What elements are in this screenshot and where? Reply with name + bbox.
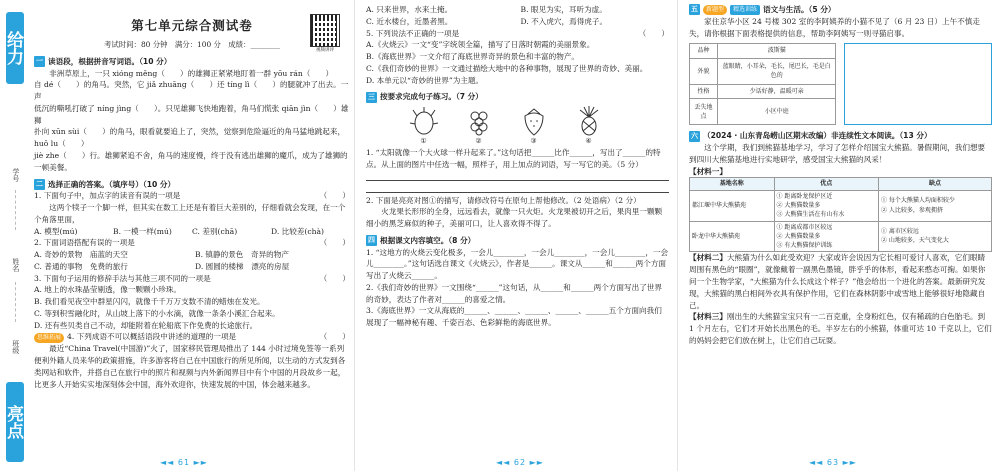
option-c[interactable]: C. 等到积雪融化时，从山坡上落下的小水滴，就像一条条小溪汇合起来。 [34,308,280,318]
question-3 [34,273,350,285]
table-row [690,221,992,252]
brand-band-top: 给力 [6,12,24,84]
option-b[interactable]: B. 镇静的景色 奇异的物产 [195,250,289,260]
table-header: 缺点 [878,178,991,190]
new-type-tag: 新题型 [703,5,727,14]
section-number: 三 [368,92,375,101]
question-4 [34,331,350,343]
picture-label: ② [475,137,482,146]
table-cell: ① 距离卧龙保护区近 ② 大熊猫数量多 ③ 大熊猫生活在有山有水 [774,190,878,221]
lost-cat-area [689,43,992,125]
table-cell: 蓝眼睛，小耳朵，毛长，尾巴长，毛是白色的 [717,58,836,84]
section-number: 二 [36,179,43,188]
section-6-text: 这个学期，我们到熊猫基地学习，学习了怎样介绍国宝大熊猫。暑假期间，我们想要到四川大熊猫基地进行实地研学，感受国宝大熊猫的风采！ [689,143,986,164]
section-5-heading [689,4,992,16]
brand-band-bottom: 亮点 [6,382,24,462]
section-number: 一 [36,57,43,66]
section-number: 五 [691,5,698,14]
table-row [690,44,836,59]
section-title: 选择正确的答案。（填序号）（10 分） [48,179,176,189]
label-number: 学号 [11,168,20,182]
section-3-heading [366,91,669,103]
section-title: 根据课文内容填空。（8 分） [380,235,476,245]
question-5 [366,28,669,40]
table-cell: ① 每个大熊猫人均面积较少 ② 人比较多，参观拥挤 [878,190,991,221]
strawberry-icon [519,106,549,136]
table-header: 基地名称 [690,178,775,190]
table-cell: ① 离市区较远 ② 山地较多，天气变化大 [878,221,991,252]
answer-line[interactable] [366,171,669,181]
picture-3 [519,106,549,147]
option-a[interactable]: A. 模型(mú) [34,226,78,236]
option-a[interactable]: A.《火烧云》一文“变”字统领全篇，描写了日落时朝霞的美丽景象。 [366,40,595,50]
question-text: 2. 下面词语搭配有误的一项是 [34,238,135,248]
table-row [690,190,992,221]
option-a[interactable]: A. 地上的水珠晶莹剔透，像一颗颗小珍珠。 [34,285,181,295]
table-header: 优点 [774,178,878,190]
table-cell: ① 距离成都市区较远 ② 大熊猫数量多 ③ 有大熊猫保护训练 [774,221,878,252]
picture-row [396,106,616,147]
picture-1 [409,106,439,147]
section-4-question-3: 3.《海底世界》一文从海底的______、______、______、______、______五个方面向我们展现了一幅神秘有趣、千姿百态、色彩鲜艳的海底世界。 [366,306,662,328]
section-title: 按要求完成句子练习。（7 分） [380,92,483,102]
table-row [690,84,836,99]
option-b[interactable]: B. 一模一样(mú) [113,226,172,236]
material-2-label: 【材料二】 [689,253,727,263]
section-3-question-2: 2. 下面是亮亮对图①的描写，请修改符号在原句上帮他修改。（2 处语病）（2 分） [366,195,641,205]
page-title: 第七单元综合测试卷 [131,18,253,33]
material-1-label: 【材料一】 [689,166,727,176]
page-62 [356,0,678,471]
section-4-question-2: 2.《我们奇妙的世界》一文围绕“______”这句话，从______和______两个方面写出了世界的奇妙，表达了作者对______的喜爱之情。 [366,282,662,304]
section-2-heading [34,179,350,191]
passage-line: 一顿美餐。 [34,162,72,172]
picture-label: ③ [530,137,537,146]
dragon-fruit-icon [409,106,439,136]
table-cell: 波斯猫 [717,44,836,59]
label-class: 班级 [11,340,20,354]
options [34,226,350,238]
question-text: 3. 下面句子运用的修辞手法与其他三项不同的一项是 [34,273,211,283]
question-text: 1. 下面句子中，加点字的读音有误的一项是 [34,191,181,201]
qr-code-icon[interactable] [310,14,340,47]
section-number: 四 [368,236,375,245]
table-cell: 都江堰中华大熊猫苑 [690,190,775,221]
option-c[interactable]: C. 差别(chā) [192,226,238,236]
option-b[interactable]: B. 眼见为实，耳听为虚。 [520,5,607,14]
qr-caption: 视频讲评 [316,48,334,53]
panda-base-table [689,177,992,252]
table-row [690,58,836,84]
pineapple-icon [574,106,604,136]
option-b[interactable]: B.《海底世界》一文介绍了海底世界奇异的景色和丰富的物产。 [366,52,580,62]
exam-meta: 考试时间：80 分钟 满分：100 分 成绩：________ [103,40,281,50]
question-text: 5. 下列说法不正确的一项是 [366,28,460,38]
passage-line: 低沉的嘶吼打破了 níng jìng（ ）。只见雄狮飞快地跑着，角马们慌张 qiān jìn（ ）雄狮 [34,103,349,125]
answer-line[interactable] [366,183,669,193]
page-61 [0,0,355,471]
answer-bracket[interactable]: （ ） [319,273,350,283]
option-a[interactable]: A. 只来世界，水来土掩。 [366,5,453,14]
question-1 [34,190,350,202]
thinking-tag: 思维拓展 [34,333,64,342]
option-d[interactable]: D. 本单元以“奇妙的世界”为主题。 [366,75,484,85]
material-2-text: 大熊猫为什么如此受欢迎？大家或许会说因为它长相可爱讨人喜欢，它们眼睛周围有黑色的“眼圈”，就像戴着一副黑色墨镜，胖乎乎的体形，看起来憨态可掬。如果你问一个生物学家，“大熊猫为什么长成这个样子？”他会给出一个进化的答案。最新研究发现，大熊猫的黑白相间外衣具有保护作用，它们在森林阴影中或雪地上能够很好地隐藏自己。 [689,253,986,310]
passage-line: jiè zhe（ ）行。雄狮紧追不舍，角马的速度慢，终于没有逃出雄狮的魔爪，成为了雄狮的 [34,150,348,160]
options [366,4,669,28]
picture-label: ④ [585,137,592,146]
divider [15,190,16,230]
passage-line: 非洲草原上，一只 xióng měng（ ）的雄狮正紧紧地盯着一群 yōu rán（ ） [34,68,334,78]
table-cell: 外貌 [690,58,718,84]
grapes-icon [464,106,494,136]
notice-writing-box[interactable] [844,43,992,125]
picture-label: ① [420,137,427,146]
table-cell: 品种 [690,44,718,59]
question-text: 4. 下列成语不可以概括语段中讲述的道理的一项是 [67,332,237,342]
table-header-row [690,178,992,190]
section-5-text: 家住京华小区 24 号楼 302 室的李阿姨养的小猫不见了（6 月 23 日）上午不慎走失，请你根据下面表格提供的信息，帮助李阿姨写一则寻猫启事。 [689,16,980,38]
practice-tag: 精选训练 [730,5,760,14]
section-1-heading [34,56,350,68]
pinyin-passage [34,68,350,174]
option-c[interactable]: C. 普通的事物 免费的旅行 [34,261,128,271]
option-d[interactable]: D. 圆圆的楼梯 漂亮的房屋 [195,261,290,271]
section-title: 读语段，根据拼音写词语。（10 分） [48,56,172,66]
question-2 [34,237,350,249]
options [34,249,350,273]
question-passage: 这两个犊子一个脚一样，但其实在数工上还是有着巨大差别的，仔细看就会发现，在一个个角落里面， [34,203,346,224]
page-63 [679,0,1000,471]
page-number: ◄◄ 62 ►► [496,457,544,467]
table-row [690,99,836,125]
option-d[interactable]: D. 比较差(chà) [271,226,325,236]
option-c[interactable]: C.《我们奇妙的世界》一文通过描绘大地中的各种事物，展现了世界的奇妙、美丽。 [366,63,648,73]
section-4-heading [366,235,669,247]
option-d[interactable]: D. 还有些贝类自己不动，却能附着在轮船底下作免费的长途旅行。 [34,320,258,330]
cat-info-table [689,43,836,125]
section-3-question-1: 1. “太阳就像一个大火球一样升起来了。”这句话把______比作______，写出了______的特点。从上面的图片中任选一幅，照样子，用上加点的词语，写一写它的美。（5 分） [366,147,661,169]
question-passage: 火龙果长形形的全身，远远看去，就像一只火炬。火龙果被切开之后，果肉里一颗颗细小的黑芝麻似的种子，美丽可口，让人喜欢得不得了。 [366,207,663,229]
divider [15,282,16,322]
label-name: 姓名 [11,258,20,272]
section-title: （2024 · 山东青岛崂山区期末改编）非连续性文本阅读。（13 分） [703,131,932,141]
option-a[interactable]: A. 奇妙的景物 庙蓝的天空 [34,250,128,260]
answer-bracket[interactable]: （ ） [319,332,350,342]
table-cell: 性格 [690,84,718,99]
picture-4 [574,106,604,147]
material-3-text: 刚出生的大熊猫宝宝只有一二百克重，全身粉红色，仅有稀疏的白色胎毛。到 1 个月左右，它们才开始长出黑色的毛。半岁左右的小熊猫，体重可达 10 千克以上，它们的妈妈会把它们放在树上，让它们自己玩耍。 [689,312,992,345]
table-cell: 小区中庭 [717,99,836,125]
option-d[interactable]: D. 不入虎穴，焉得虎子。 [520,16,608,26]
page-number: ◄◄ 61 ►► [160,457,208,467]
section-title: 语文与生活。（5 分） [763,5,836,14]
table-cell: 少话好静，温暖可亲 [717,84,836,99]
passage-line: 扑向 xūn sùi（ ）的角马，眼看就要追上了，突然，觉察到危险逼近的角马猛地跳起来，huǒ lu（ ） [34,127,346,149]
answer-bracket[interactable]: （ ） [319,238,350,248]
option-c[interactable]: C. 近水楼台，近墨者黑。 [366,16,453,26]
option-b[interactable]: B. 我们看见夜空中群星闪闪，就像千千万万支数不清的蜡烛在发光。 [34,297,265,307]
table-cell: 丢失地点 [690,99,718,125]
section-4-question-1: 1. “这地方的火烧云变化极多，一会儿________，一会儿________，一会儿________，一会儿________。”这句话选自课文《火烧云》，作者是______。课文从______和______两个方面写出了火烧云______。 [366,247,669,281]
answer-bracket[interactable]: （ ） [638,28,669,38]
material-3-label: 【材料三】 [689,312,727,322]
answer-bracket[interactable]: （ ） [319,191,350,201]
side-strip [0,0,30,471]
passage-line: 自 dé（ ）的角马。突然，它 jiǎ zhuāng（ ）还 tíng lì（ ）的腿就冲了出去。一声 [34,80,349,102]
table-cell: 卧龙中华大熊猫苑 [690,221,775,252]
page-number: ◄◄ 63 ►► [809,457,857,467]
section-number: 六 [691,131,698,140]
picture-2 [464,106,494,147]
question-passage: 最近“China Travel(中国游)”火了，国家移民管理局推出了 144 小时过境免签等一系列便利外籍人员来华的政策措施，许多游客将自己在中国旅行的所见所闻，以生动的方式发到各类网站和软件，并搭自己在旅行中的照片和视频与内外新闻界目中有个中国的月段故乡一起，比更多人开始实实地深刻体会中国，海外欢迎你，快速发展的中国，体会越来越多。 [34,344,346,389]
section-6-heading [689,130,992,142]
